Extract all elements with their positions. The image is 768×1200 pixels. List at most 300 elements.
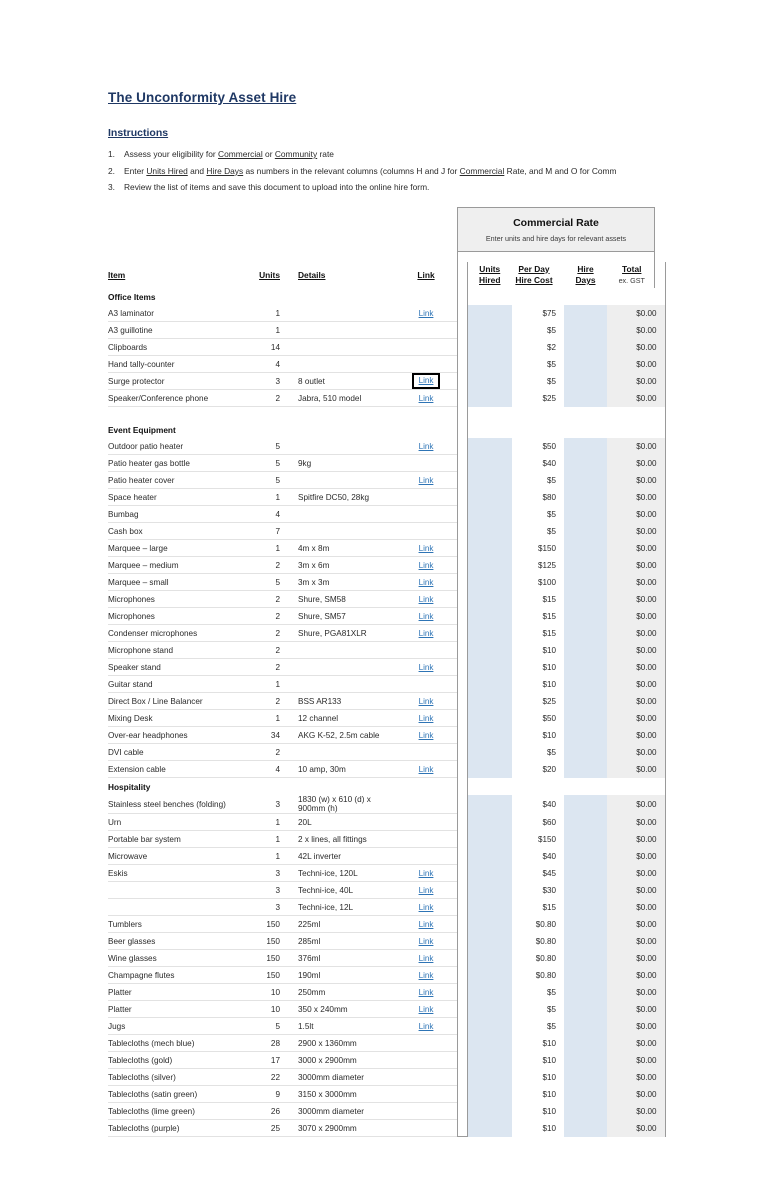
hire-days-input-cell[interactable] — [564, 1001, 607, 1018]
spacer-cell — [290, 407, 395, 422]
item-link[interactable]: Link — [418, 611, 434, 621]
item-link[interactable]: Link — [418, 543, 434, 553]
item-name-cell: Tablecloths (gold) — [108, 1052, 248, 1069]
table-header-row — [108, 262, 665, 288]
units-available-cell: 2 — [248, 557, 290, 574]
total-cell: $0.00 — [607, 608, 665, 625]
item-link[interactable]: Link — [418, 594, 434, 604]
units-hired-input-cell[interactable] — [467, 882, 512, 899]
item-link[interactable]: Link — [418, 577, 434, 587]
item-link-cell[interactable] — [395, 950, 457, 967]
hire-days-input-cell[interactable] — [564, 574, 607, 591]
selected-link[interactable]: Link — [413, 374, 440, 388]
item-link[interactable]: Link — [418, 868, 434, 878]
item-link-cell[interactable] — [395, 882, 457, 899]
column-header-total: Total ex. GST — [607, 262, 665, 288]
hire-days-input-cell[interactable] — [564, 339, 607, 356]
hire-days-input-cell[interactable] — [564, 659, 607, 676]
item-link-cell — [395, 814, 457, 831]
item-link-cell[interactable] — [395, 984, 457, 1001]
units-hired-input-cell[interactable] — [467, 390, 512, 407]
item-link-cell[interactable] — [395, 625, 457, 642]
spacer-cell — [457, 710, 467, 727]
item-link-cell — [395, 795, 457, 814]
per-day-cost-cell: $15 — [512, 625, 564, 642]
units-available-cell: 1 — [248, 322, 290, 339]
section-title: Event Equipment — [108, 424, 176, 435]
total-cell: $0.00 — [607, 506, 665, 523]
item-link[interactable]: Link — [418, 560, 434, 570]
hire-days-input-cell[interactable] — [564, 1120, 607, 1137]
hire-days-input-cell[interactable] — [564, 305, 607, 322]
units-hired-input-cell[interactable] — [467, 540, 512, 557]
total-cell: $0.00 — [607, 356, 665, 373]
item-link[interactable]: Link — [418, 1004, 434, 1014]
item-link-cell[interactable] — [395, 1001, 457, 1018]
column-header-details: Details — [298, 270, 326, 280]
units-hired-input-cell[interactable] — [467, 710, 512, 727]
units-hired-input-cell[interactable] — [467, 438, 512, 455]
hire-days-input-cell[interactable] — [564, 489, 607, 506]
item-link[interactable]: Link — [418, 764, 434, 774]
item-details-cell: 250mm — [290, 984, 395, 1001]
instructions-heading: Instructions — [108, 127, 169, 139]
item-link[interactable]: Link — [418, 1021, 434, 1031]
units-hired-input-cell[interactable] — [467, 984, 512, 1001]
spacer-cell — [457, 916, 467, 933]
per-day-cost-cell: $0.80 — [512, 950, 564, 967]
item-link-cell[interactable] — [395, 916, 457, 933]
total-cell: $0.00 — [607, 305, 665, 322]
item-details-cell: 3000 x 2900mm — [290, 1052, 395, 1069]
item-name-cell: Patio heater cover — [108, 472, 248, 489]
units-available-cell: 1 — [248, 831, 290, 848]
item-link-cell[interactable] — [395, 472, 457, 489]
total-cell: $0.00 — [607, 1035, 665, 1052]
instructions-list — [108, 148, 668, 194]
table-row — [108, 642, 665, 659]
item-details-cell: AKG K-52, 2.5m cable — [290, 727, 395, 744]
item-link[interactable]: Link — [418, 987, 434, 997]
per-day-cost-cell: $25 — [512, 390, 564, 407]
item-details-cell: 3000mm diameter — [290, 1069, 395, 1086]
units-hired-input-cell[interactable] — [467, 1069, 512, 1086]
item-details-cell: 225ml — [290, 916, 395, 933]
item-link-cell[interactable] — [395, 967, 457, 984]
item-link-cell[interactable] — [395, 693, 457, 710]
hire-days-input-cell[interactable] — [564, 693, 607, 710]
item-details-cell: Techni-ice, 12L — [290, 899, 395, 916]
units-hired-cell — [467, 288, 512, 305]
units-available-cell: 5 — [248, 472, 290, 489]
hire-days-input-cell[interactable] — [564, 882, 607, 899]
units-hired-input-cell[interactable] — [467, 727, 512, 744]
units-hired-input-cell[interactable] — [467, 1018, 512, 1035]
item-link-cell[interactable] — [395, 659, 457, 676]
hire-days-input-cell[interactable] — [564, 540, 607, 557]
units-hired-input-cell[interactable] — [467, 1035, 512, 1052]
item-link-cell[interactable] — [395, 390, 457, 407]
table-row — [108, 390, 665, 407]
per-day-cost-cell: $40 — [512, 848, 564, 865]
item-name-cell: Direct Box / Line Balancer — [108, 693, 248, 710]
item-link-cell[interactable] — [395, 591, 457, 608]
empty-cell — [248, 421, 290, 438]
item-link-cell[interactable] — [395, 373, 457, 390]
hire-days-input-cell[interactable] — [564, 814, 607, 831]
table-row — [108, 1120, 665, 1137]
units-hired-input-cell[interactable] — [467, 506, 512, 523]
spacer-cell — [457, 693, 467, 710]
table-row — [108, 659, 665, 676]
total-cell: $0.00 — [607, 693, 665, 710]
per-day-cost-cell: $5 — [512, 373, 564, 390]
units-hired-input-cell[interactable] — [467, 322, 512, 339]
spacer-cell — [248, 407, 290, 422]
hire-days-input-cell[interactable] — [564, 899, 607, 916]
total-cell: $0.00 — [607, 950, 665, 967]
hire-days-input-cell[interactable] — [564, 1052, 607, 1069]
item-name-cell: Cash box — [108, 523, 248, 540]
units-available-cell: 4 — [248, 356, 290, 373]
units-hired-input-cell[interactable] — [467, 1120, 512, 1137]
item-name-cell: Tablecloths (lime green) — [108, 1103, 248, 1120]
per-day-cost-cell: $10 — [512, 1120, 564, 1137]
total-cell: $0.00 — [607, 625, 665, 642]
total-cell: $0.00 — [607, 455, 665, 472]
item-link[interactable]: Link — [418, 308, 434, 318]
units-available-cell: 9 — [248, 1086, 290, 1103]
table-row — [108, 984, 665, 1001]
spacer-cell — [457, 574, 467, 591]
spacer-cell — [457, 262, 467, 288]
units-available-cell: 4 — [248, 506, 290, 523]
per-day-cost-cell: $100 — [512, 574, 564, 591]
total-cell — [607, 778, 665, 796]
units-hired-input-cell[interactable] — [467, 950, 512, 967]
units-hired-input-cell[interactable] — [467, 761, 512, 778]
units-hired-input-cell[interactable] — [467, 574, 512, 591]
units-hired-input-cell[interactable] — [467, 831, 512, 848]
item-details-cell — [290, 744, 395, 761]
hire-days-input-cell[interactable] — [564, 1086, 607, 1103]
units-hired-input-cell[interactable] — [467, 865, 512, 882]
item-link-cell[interactable] — [395, 438, 457, 455]
per-day-cost-cell: $150 — [512, 831, 564, 848]
hire-days-input-cell[interactable] — [564, 795, 607, 814]
total-cell: $0.00 — [607, 557, 665, 574]
units-available-cell: 2 — [248, 693, 290, 710]
spacer-cell — [457, 373, 467, 390]
hire-days-input-cell[interactable] — [564, 933, 607, 950]
item-name-cell: Over-ear headphones — [108, 727, 248, 744]
hire-days-input-cell[interactable] — [564, 1103, 607, 1120]
hire-days-input-cell[interactable] — [564, 1035, 607, 1052]
units-hired-input-cell[interactable] — [467, 659, 512, 676]
hire-days-input-cell[interactable] — [564, 865, 607, 882]
spacer-cell — [457, 305, 467, 322]
item-link[interactable]: Link — [418, 730, 434, 740]
hire-days-input-cell[interactable] — [564, 625, 607, 642]
item-link-cell[interactable] — [395, 761, 457, 778]
per-day-cost-cell: $10 — [512, 676, 564, 693]
table-body — [108, 288, 665, 1137]
hire-days-input-cell[interactable] — [564, 916, 607, 933]
per-day-cost-cell: $75 — [512, 305, 564, 322]
per-day-cost-cell: $10 — [512, 642, 564, 659]
item-link[interactable]: Link — [418, 936, 434, 946]
item-link-cell[interactable] — [395, 727, 457, 744]
spacer-cell — [457, 288, 467, 305]
units-hired-input-cell[interactable] — [467, 1052, 512, 1069]
units-available-cell: 1 — [248, 676, 290, 693]
units-hired-input-cell[interactable] — [467, 557, 512, 574]
item-link-cell — [395, 489, 457, 506]
item-link-cell[interactable] — [395, 574, 457, 591]
item-details-cell: Techni-ice, 120L — [290, 865, 395, 882]
hire-days-input-cell[interactable] — [564, 557, 607, 574]
per-day-cost-cell: $80 — [512, 489, 564, 506]
units-hired-input-cell[interactable] — [467, 1103, 512, 1120]
item-name-cell: Speaker/Conference phone — [108, 390, 248, 407]
spacer-cell — [457, 882, 467, 899]
item-details-cell: 1830 (w) x 610 (d) x 900mm (h) — [290, 795, 395, 814]
item-link[interactable]: Link — [418, 475, 434, 485]
total-cell: $0.00 — [607, 1086, 665, 1103]
item-name-cell: Marquee – small — [108, 574, 248, 591]
units-hired-input-cell[interactable] — [467, 305, 512, 322]
units-hired-input-cell[interactable] — [467, 676, 512, 693]
units-hired-input-cell[interactable] — [467, 472, 512, 489]
item-link[interactable]: Link — [418, 393, 434, 403]
item-link[interactable]: Link — [418, 662, 434, 672]
spacer-cell — [457, 356, 467, 373]
hire-days-input-cell[interactable] — [564, 1069, 607, 1086]
total-cell: $0.00 — [607, 591, 665, 608]
spacer-cell — [457, 438, 467, 455]
units-hired-input-cell[interactable] — [467, 795, 512, 814]
hire-days-input-cell[interactable] — [564, 710, 607, 727]
units-hired-input-cell[interactable] — [467, 1001, 512, 1018]
spacer-cell — [457, 625, 467, 642]
item-link-cell[interactable] — [395, 557, 457, 574]
units-hired-input-cell[interactable] — [467, 591, 512, 608]
units-hired-input-cell[interactable] — [467, 814, 512, 831]
units-hired-input-cell[interactable] — [467, 744, 512, 761]
item-details-cell: 190ml — [290, 967, 395, 984]
total-cell: $0.00 — [607, 933, 665, 950]
hire-days-input-cell[interactable] — [564, 373, 607, 390]
table-row — [108, 1086, 665, 1103]
spacer-cell — [457, 967, 467, 984]
units-hired-input-cell[interactable] — [467, 455, 512, 472]
total-cell: $0.00 — [607, 727, 665, 744]
item-link-cell[interactable] — [395, 305, 457, 322]
units-hired-input-cell[interactable] — [467, 356, 512, 373]
spacer-cell — [108, 407, 248, 422]
units-hired-input-cell[interactable] — [467, 339, 512, 356]
units-hired-input-cell[interactable] — [467, 693, 512, 710]
item-link-cell[interactable] — [395, 899, 457, 916]
hire-days-input-cell[interactable] — [564, 848, 607, 865]
item-link[interactable]: Link — [418, 696, 434, 706]
per-day-cost-cell: $5 — [512, 472, 564, 489]
column-header-per-day-hire-cost: Per Day Hire Cost — [515, 263, 553, 285]
total-cell — [607, 421, 665, 438]
item-link-cell — [395, 831, 457, 848]
item-name-cell: Mixing Desk — [108, 710, 248, 727]
item-details-cell — [290, 305, 395, 322]
item-link[interactable]: Link — [418, 902, 434, 912]
instruction-number: 3. — [108, 182, 115, 193]
item-details-cell: 376ml — [290, 950, 395, 967]
hire-days-input-cell[interactable] — [564, 322, 607, 339]
item-name-cell: Extension cable — [108, 761, 248, 778]
hire-days-input-cell[interactable] — [564, 831, 607, 848]
hire-days-input-cell[interactable] — [564, 608, 607, 625]
item-name-cell: Microphones — [108, 591, 248, 608]
item-link[interactable]: Link — [418, 970, 434, 980]
item-link[interactable]: Link — [418, 885, 434, 895]
spacer-cell — [457, 933, 467, 950]
units-hired-input-cell[interactable] — [467, 916, 512, 933]
total-cell: $0.00 — [607, 390, 665, 407]
item-link-cell[interactable] — [395, 933, 457, 950]
hire-days-input-cell[interactable] — [564, 984, 607, 1001]
table-row — [108, 1069, 665, 1086]
item-name-cell: Platter — [108, 1001, 248, 1018]
units-hired-input-cell[interactable] — [467, 625, 512, 642]
item-link-cell[interactable] — [395, 710, 457, 727]
table-row — [108, 625, 665, 642]
spacer-cell — [457, 608, 467, 625]
hire-days-input-cell[interactable] — [564, 727, 607, 744]
units-hired-input-cell[interactable] — [467, 1086, 512, 1103]
item-details-cell: 42L inverter — [290, 848, 395, 865]
units-hired-input-cell[interactable] — [467, 373, 512, 390]
item-name-cell: Tablecloths (mech blue) — [108, 1035, 248, 1052]
table-row — [108, 1103, 665, 1120]
table-row — [108, 1052, 665, 1069]
units-hired-input-cell[interactable] — [467, 642, 512, 659]
hire-days-input-cell[interactable] — [564, 390, 607, 407]
commercial-rate-panel-header — [458, 208, 654, 252]
per-day-cost-cell: $60 — [512, 814, 564, 831]
units-hired-input-cell[interactable] — [467, 489, 512, 506]
spacer-cell — [457, 1103, 467, 1120]
spacer-cell — [457, 407, 467, 422]
table-row — [108, 814, 665, 831]
table-row — [108, 373, 665, 390]
spacer-cell — [457, 1086, 467, 1103]
spacer-cell — [457, 1001, 467, 1018]
units-hired-cell — [467, 421, 512, 438]
hire-days-input-cell[interactable] — [564, 642, 607, 659]
item-details-cell: Shure, SM58 — [290, 591, 395, 608]
units-hired-input-cell[interactable] — [467, 967, 512, 984]
item-link-cell[interactable] — [395, 1018, 457, 1035]
instruction-item — [108, 148, 668, 161]
hire-days-input-cell[interactable] — [564, 761, 607, 778]
item-details-cell — [290, 642, 395, 659]
item-link-cell — [395, 523, 457, 540]
units-hired-input-cell[interactable] — [467, 899, 512, 916]
total-cell — [607, 288, 665, 305]
item-name-cell: Bumbag — [108, 506, 248, 523]
item-link-cell — [395, 744, 457, 761]
empty-cell — [290, 778, 395, 796]
units-available-cell: 17 — [248, 1052, 290, 1069]
item-link[interactable]: Link — [418, 713, 434, 723]
item-name-cell: Microwave — [108, 848, 248, 865]
item-details-cell: 285ml — [290, 933, 395, 950]
per-day-cost-cell: $5 — [512, 322, 564, 339]
item-details-cell: 2 x lines, all fittings — [290, 831, 395, 848]
per-day-cost-cell: $10 — [512, 659, 564, 676]
item-link[interactable]: Link — [418, 953, 434, 963]
item-name-cell: Space heater — [108, 489, 248, 506]
item-link-cell[interactable] — [395, 865, 457, 882]
instruction-text: Enter Units Hired and Hire Days as numbers in the relevant columns (columns H and J for Commercial Rate, and M and O for Comm — [124, 165, 617, 176]
units-hired-input-cell[interactable] — [467, 933, 512, 950]
total-cell: $0.00 — [607, 899, 665, 916]
spacer-cell — [457, 899, 467, 916]
item-link-cell — [395, 1120, 457, 1137]
hire-days-input-cell[interactable] — [564, 506, 607, 523]
per-day-cost-cell — [512, 421, 564, 438]
hire-days-input-cell[interactable] — [564, 356, 607, 373]
spacer-cell — [457, 1035, 467, 1052]
units-available-cell: 14 — [248, 339, 290, 356]
item-link[interactable]: Link — [418, 441, 434, 451]
hire-days-input-cell[interactable] — [564, 591, 607, 608]
units-available-cell: 3 — [248, 795, 290, 814]
item-name-cell: Marquee – medium — [108, 557, 248, 574]
item-name-cell: Patio heater gas bottle — [108, 455, 248, 472]
item-link-cell[interactable] — [395, 608, 457, 625]
hire-days-input-cell[interactable] — [564, 1018, 607, 1035]
hire-days-input-cell[interactable] — [564, 967, 607, 984]
hire-days-input-cell[interactable] — [564, 523, 607, 540]
item-link-cell — [395, 356, 457, 373]
hire-days-input-cell[interactable] — [564, 472, 607, 489]
column-header-units: Units — [259, 270, 280, 280]
units-available-cell: 3 — [248, 882, 290, 899]
hire-days-input-cell[interactable] — [564, 455, 607, 472]
item-details-cell — [290, 339, 395, 356]
empty-cell — [248, 288, 290, 305]
hire-days-input-cell[interactable] — [564, 744, 607, 761]
hire-days-input-cell[interactable] — [564, 676, 607, 693]
units-available-cell: 2 — [248, 591, 290, 608]
item-name-cell: Eskis — [108, 865, 248, 882]
units-hired-input-cell[interactable] — [467, 848, 512, 865]
table-row — [108, 455, 665, 472]
empty-cell — [395, 288, 457, 305]
table-row — [108, 472, 665, 489]
units-hired-input-cell[interactable] — [467, 523, 512, 540]
column-header-hire-days: Hire Days — [575, 263, 596, 285]
units-hired-input-cell[interactable] — [467, 608, 512, 625]
item-link-cell[interactable] — [395, 540, 457, 557]
per-day-cost-cell — [512, 778, 564, 796]
spacer-cell — [457, 761, 467, 778]
item-link[interactable]: Link — [418, 919, 434, 929]
units-available-cell: 5 — [248, 1018, 290, 1035]
item-link[interactable]: Link — [418, 628, 434, 638]
hire-days-input-cell[interactable] — [564, 950, 607, 967]
hire-days-input-cell[interactable] — [564, 438, 607, 455]
